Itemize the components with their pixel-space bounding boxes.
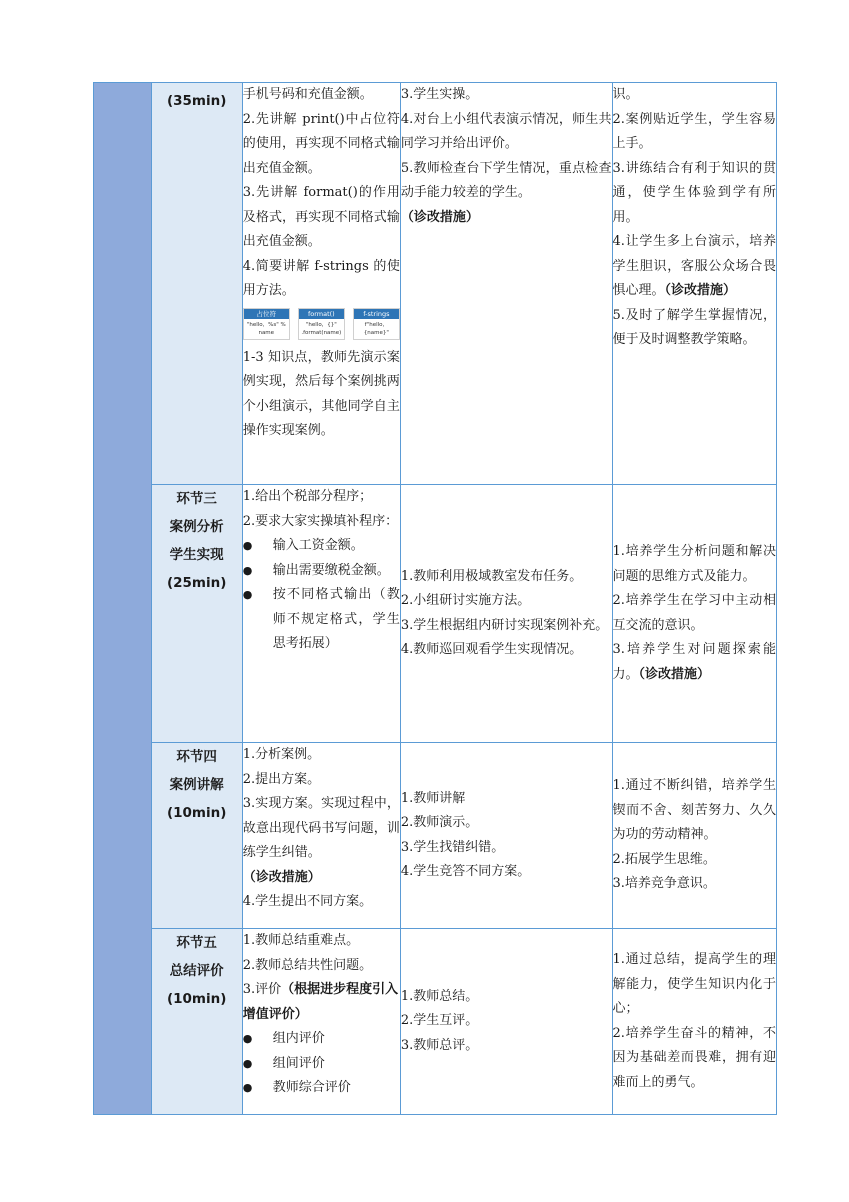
- activity-line: 4.教师巡回观看学生实现情况。: [400, 642, 583, 657]
- intent-line: 2.案例贴近学生，学生容易上手。: [612, 111, 776, 151]
- content-measure: （诊改措施）: [242, 869, 321, 885]
- content-cell: [242, 929, 400, 1115]
- format-box-title: f-strings: [354, 309, 399, 319]
- content-bullet: ● 组间评价: [243, 1052, 400, 1077]
- activity-line: 5.教师检查台下学生情况，重点检查动手能力较差的学生。: [400, 160, 612, 200]
- activity-line: 3.学生找错纠错。: [400, 839, 505, 855]
- stage-duration: (10min): [166, 805, 227, 821]
- intent-line: [613, 638, 777, 687]
- content-line: 3.实现方案。实现过程中，故意出现代码书写问题，训练学生纠错。: [242, 796, 400, 860]
- content-bullet: ● 输出需要缴税金额。: [243, 559, 400, 584]
- format-box-title: 占位符: [244, 309, 289, 319]
- content-line: 1.分析案例。: [242, 747, 321, 762]
- stage-label: 案例分析: [169, 519, 224, 535]
- activity-cell: [400, 485, 612, 743]
- format-box-body: f"hello，{name}": [363, 321, 389, 336]
- activity-line: 3.学生根据组内研讨实现案例补充。: [400, 617, 609, 633]
- stage-label: 学生实现: [169, 547, 224, 563]
- activity-line: 2.教师演示。: [400, 815, 479, 830]
- content-line: 4.简要讲解 f-strings 的使用方法。: [242, 258, 400, 298]
- activity-line: 1.教师讲解: [400, 790, 466, 806]
- side-column: [94, 83, 152, 1115]
- intent-cell: [612, 83, 777, 485]
- intent-text: 4.让学生多上台演示，培养学生胆识，客服公众场合畏惧心理。: [612, 234, 776, 298]
- stage-label: 总结评价: [169, 963, 224, 979]
- activity-line: 4.学生竞答不同方案。: [400, 864, 531, 879]
- intent-cell: [612, 929, 777, 1115]
- format-box-placeholder: [243, 308, 290, 340]
- intent-measure: （诊改措施）: [638, 666, 711, 682]
- activity-line: 1.教师利用极域教室发布任务。: [400, 568, 583, 584]
- table-row: [94, 743, 777, 929]
- intent-line: 5.及时了解学生掌握情况，便于及时调整教学策略。: [612, 307, 776, 347]
- format-box-fstrings: [353, 308, 400, 340]
- intent-line: 1.通过总结，提高学生的理解能力，使学生知识内化于心；: [612, 952, 776, 1016]
- stage-cell: [151, 83, 242, 485]
- stage-cell: [151, 485, 242, 743]
- stage-cell: [151, 929, 242, 1115]
- content-cell: [242, 743, 400, 929]
- format-examples: [243, 308, 400, 340]
- content-line: 手机号码和充值金额。: [242, 87, 373, 102]
- intent-line: 识。: [612, 87, 639, 102]
- content-line: 1.给出个税部分程序；: [242, 489, 373, 504]
- format-box-format: [298, 308, 345, 340]
- stage-label: 环节四: [176, 749, 217, 765]
- content-bullet: ● 组内评价: [243, 1027, 400, 1052]
- intent-line: 3.讲练结合有利于知识的贯通，使学生体验到学有所用。: [612, 160, 776, 225]
- content-cell: [242, 485, 400, 743]
- intent-line: 2.培养学生奋斗的精神，不因为基础差而畏难，拥有迎难而上的勇气。: [612, 1025, 776, 1090]
- lesson-plan-table: [93, 82, 777, 1115]
- intent-cell: [612, 743, 777, 929]
- stage-duration: (25min): [166, 575, 227, 591]
- intent-line: 1.通过不断纠错，培养学生锲而不舍、刻苦努力、久久为功的劳动精神。: [612, 778, 776, 843]
- activity-line: 1.教师总结。: [400, 988, 479, 1004]
- content-cell: [242, 83, 400, 485]
- intent-line: 2.拓展学生思维。: [612, 851, 716, 867]
- intent-line: 2.培养学生在学习中主动相互交流的意识。: [612, 593, 776, 633]
- content-line: 2.提出方案。: [242, 771, 321, 787]
- content-bullet: ● 输入工资金额。: [243, 534, 400, 559]
- content-line: [243, 978, 400, 1027]
- content-line: 3.先讲解 format()的作用及格式，再实现不同格式输出充值金额。: [242, 185, 400, 249]
- content-line: 1-3 知识点，教师先演示案例实现，然后每个案例挑两个小组演示，其他同学自主操作实现案例。: [242, 349, 400, 438]
- table-row: [94, 929, 777, 1115]
- activity-measure: （诊改措施）: [400, 209, 479, 225]
- stage-label: 环节五: [176, 935, 217, 951]
- stage-label: 环节三: [176, 491, 217, 507]
- intent-line: [613, 230, 777, 304]
- content-bullet: ● 教师综合评价: [243, 1076, 400, 1101]
- content-text: 3.评价: [242, 982, 282, 997]
- content-bullet: ● 按不同格式输出（教师不规定格式，学生思考拓展）: [243, 583, 400, 657]
- stage-label: 案例讲解: [169, 777, 224, 793]
- stage-cell: [151, 743, 242, 929]
- activity-cell: [400, 929, 612, 1115]
- activity-line: 2.小组研讨实施方法。: [400, 593, 531, 608]
- intent-text: 3.培养学生对问题探索能力。: [612, 642, 776, 682]
- format-box-body: "hello，{}" .format(name): [301, 321, 342, 336]
- activity-line: 4.对台上小组代表演示情况，师生共同学习并给出评价。: [400, 111, 612, 151]
- activity-line: 2.学生互评。: [400, 1013, 479, 1029]
- intent-cell: [612, 485, 777, 743]
- content-line: 4.学生提出不同方案。: [242, 894, 373, 909]
- stage-duration: (35min): [166, 93, 227, 109]
- content-line: 2.教师总结共性问题。: [242, 957, 373, 973]
- format-box-title: format(): [299, 309, 344, 319]
- intent-line: 1.培养学生分析问题和解决问题的思维方式及能力。: [612, 544, 776, 584]
- table-row: [94, 83, 777, 485]
- intent-measure: （诊改措施）: [664, 283, 737, 298]
- activity-line: 3.学生实操。: [400, 87, 479, 102]
- activity-cell: [400, 83, 612, 485]
- activity-line: 3.教师总评。: [400, 1037, 479, 1053]
- activity-cell: [400, 743, 612, 929]
- content-line: 1.教师总结重难点。: [242, 933, 360, 948]
- content-measure: （根据进步程度引入增值评价）: [242, 982, 399, 1022]
- content-line: 2.先讲解 print()中占位符的使用，再实现不同格式输出充值金额。: [242, 111, 400, 176]
- stage-duration: (10min): [166, 991, 227, 1007]
- table-row: [94, 485, 777, 743]
- format-box-body: "hello，%s" % name: [246, 321, 286, 336]
- content-line: 2.要求大家实操填补程序：: [242, 513, 399, 529]
- intent-line: 3.培养竞争意识。: [612, 876, 716, 892]
